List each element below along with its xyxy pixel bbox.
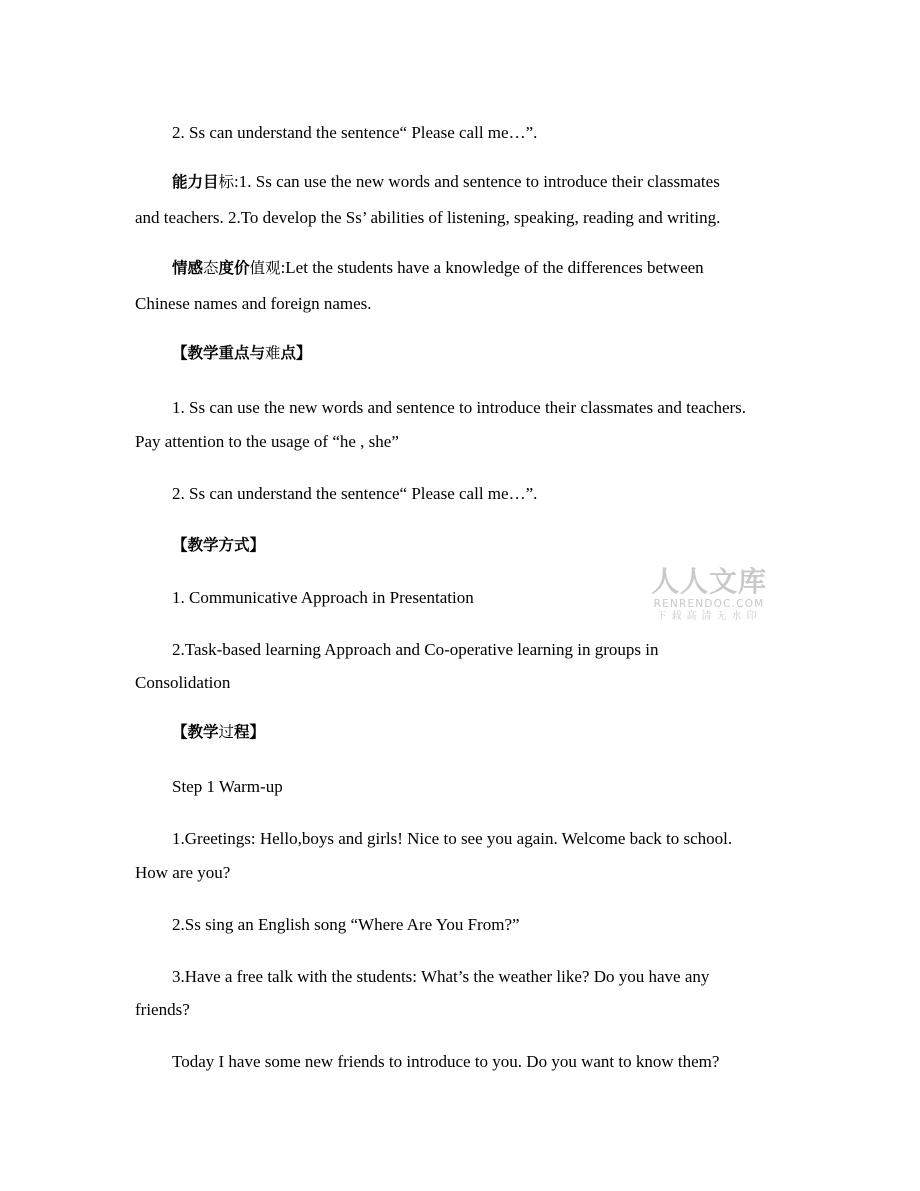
watermark-sub-text: 下载高清无水印: [656, 611, 762, 622]
song-line: 2.Ss sing an English song “Where Are You From?”: [172, 915, 520, 934]
emotion-goal-label-a: 情感: [172, 259, 204, 277]
method-1-line: 1. Communicative Approach in Presentation: [172, 588, 474, 607]
method-2-line: 2.Task-based learning Approach and Co-operative learning in groups in: [172, 640, 659, 659]
watermark-url-text: RENRENDOC.COM: [653, 598, 765, 610]
emotion-goal-label-c: 度价: [218, 259, 250, 277]
emotion-goal-line: [172, 258, 704, 278]
objective-sentence-line: 2. Ss can understand the sentence“ Please call me…”.: [172, 123, 538, 142]
watermark-main-text: 人人文库: [650, 565, 767, 598]
ability-goal-text: :1. Ss can use the new words and sentence to introduce their classmates: [234, 172, 720, 191]
section-heading-teaching-method: 【教学方式】: [172, 536, 266, 554]
ability-goal-continuation: and teachers. 2.To develop the Ss’ abilities of listening, speaking, reading and writing.: [135, 208, 721, 227]
key-point-2-line: 2. Ss can understand the sentence“ Please call me…”.: [172, 484, 538, 503]
key-points-heading-b: 难: [265, 344, 281, 362]
emotion-goal-label-b: 态: [203, 259, 219, 277]
emotion-goal-continuation: Chinese names and foreign names.: [135, 294, 372, 313]
greetings-line: 1.Greetings: Hello,boys and girls! Nice to see you again. Welcome back to school.: [172, 829, 733, 848]
greetings-continuation: How are you?: [135, 863, 231, 882]
emotion-goal-text: :Let the students have a knowledge of the differences between: [280, 258, 704, 277]
key-point-1-continuation: Pay attention to the usage of “he , she”: [135, 432, 399, 451]
free-talk-continuation: friends?: [135, 1000, 190, 1019]
process-heading-a: 【教学: [172, 723, 219, 741]
free-talk-line: 3.Have a free talk with the students: What’s the weather like? Do you have any: [172, 967, 710, 986]
watermark-logo: [644, 566, 774, 628]
process-heading-b: 过: [218, 723, 235, 741]
key-points-heading-a: 【教学重点与: [172, 344, 266, 362]
key-point-1-line: 1. Ss can use the new words and sentence to introduce their classmates and teachers.: [172, 398, 747, 417]
introduction-line: Today I have some new friends to introduce to you. Do you want to know them?: [172, 1052, 720, 1071]
method-2-continuation: Consolidation: [135, 673, 231, 692]
process-heading-c: 程】: [234, 723, 266, 741]
ability-goal-label-regular: 标: [218, 173, 235, 191]
section-heading-key-points: [172, 343, 312, 363]
ability-goal-line: [172, 172, 720, 192]
emotion-goal-label-d: 值观: [249, 259, 281, 277]
section-heading-teaching-process: [172, 722, 265, 742]
ability-goal-label-bold: 能力目: [172, 173, 219, 191]
key-points-heading-c: 点】: [280, 344, 312, 362]
step-1-title: Step 1 Warm-up: [172, 777, 283, 796]
